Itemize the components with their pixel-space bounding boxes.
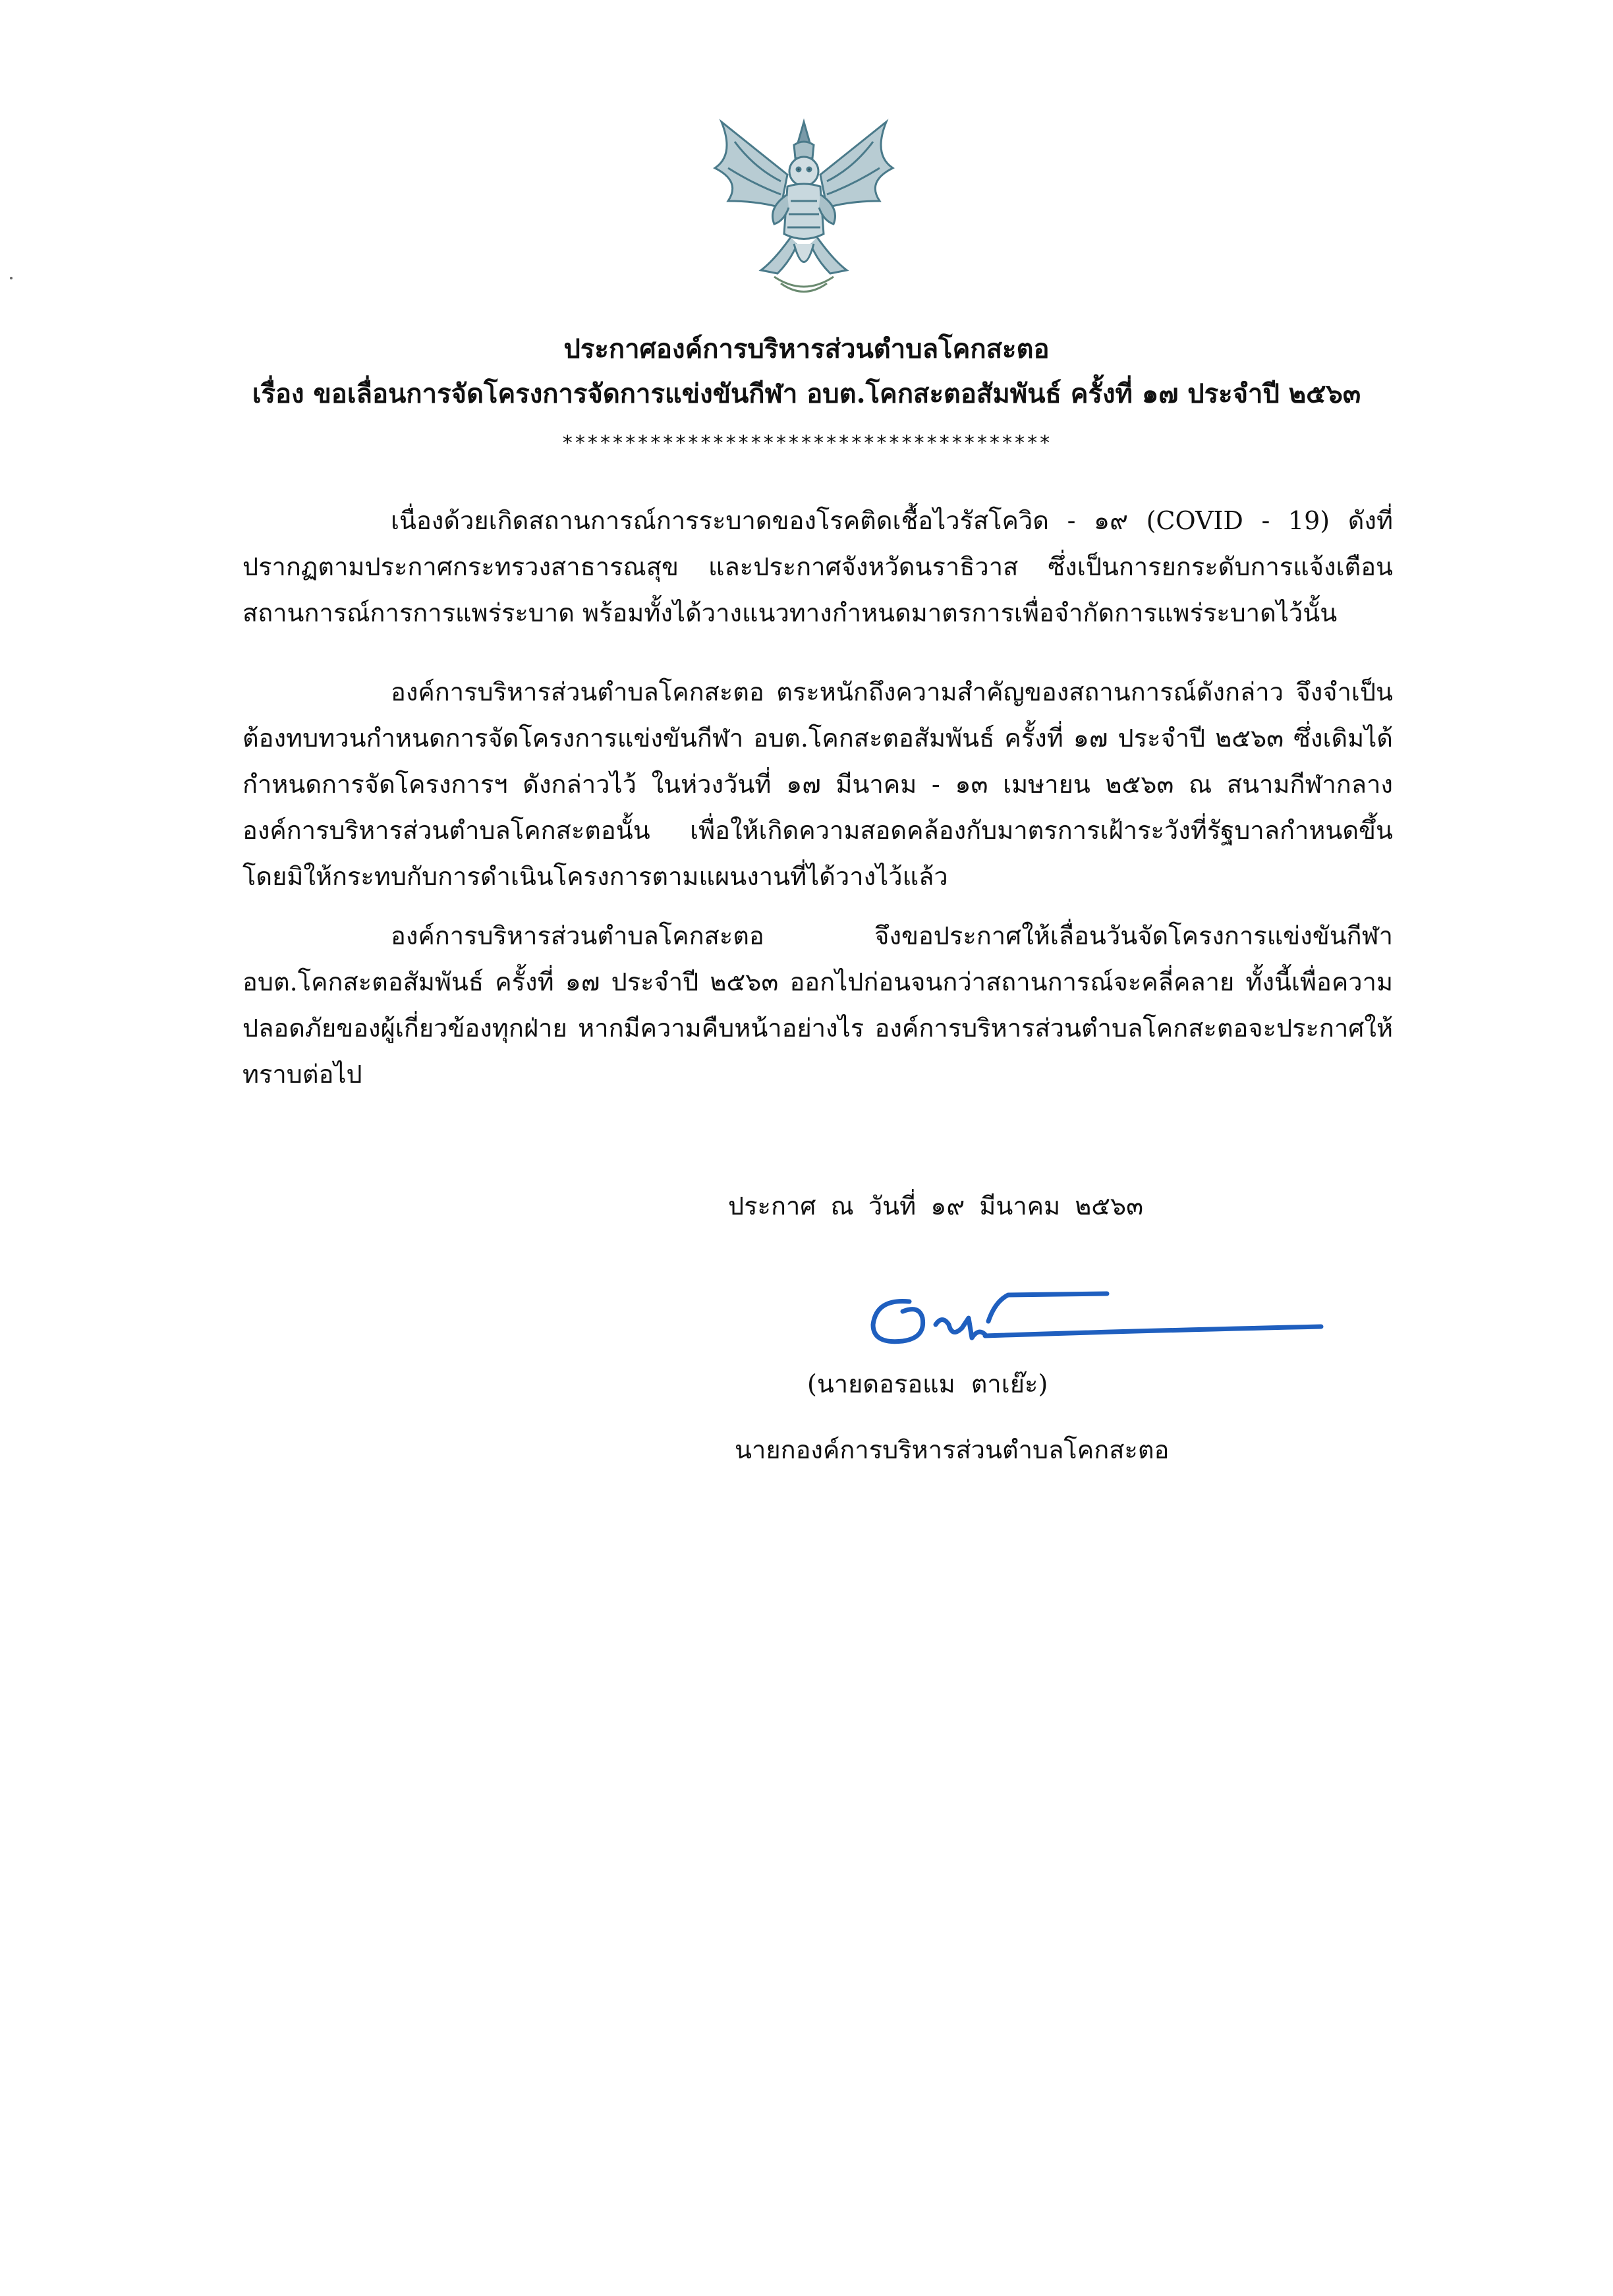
announcement-subject: เรื่อง ขอเลื่อนการจัดโครงการจัดการแข่งขันกีฬา อบต.โคกสะตอสัมพันธ์ ครั้งที่ ๑๗ ประจำปี ๒๕๖๓ <box>252 378 1361 409</box>
garuda-emblem-icon <box>695 109 913 300</box>
announcement-date: ประกาศ ณ วันที่ ๑๙ มีนาคม ๒๕๖๓ <box>728 1191 1144 1220</box>
body-paragraph: องค์การบริหารส่วนตำบลโคกสะตอ จึงขอประกาศให้เลื่อนวันจัดโครงการแข่งขันกีฬา อบต.โคกสะตอสัมพันธ์ ครั้งที่ ๑๗ ประจำปี ๒๕๖๓ ออกไปก่อนจนกว่าสถานการณ์จะคลี่คลาย ทั้งนี้เพื่อความปลอดภัยของผู้เกี่ยวข้องทุกฝ่าย หากมีความคืบหน้าอย่างไร องค์การบริหารส่วนตำบลโคกสะตอจะประกาศให้ทราบต่อไป <box>242 921 1393 1089</box>
body-paragraph: เนื่องด้วยเกิดสถานการณ์การระบาดของโรคติดเชื้อไวรัสโควิด - ๑๙ (COVID - 19) ดังที่ปรากฏตามประกาศกระทรวงสาธารณสุข และประกาศจังหวัดนราธิวาส ซึ่งเป็นการยกระดับการแจ้งเตือนสถานการณ์การการแพร่ระบาด พร้อมทั้งได้วางแนวทางกำหนดมาตรการเพื่อจำกัดการแพร่ระบาดไว้นั้น <box>242 506 1393 627</box>
body-paragraph: องค์การบริหารส่วนตำบลโคกสะตอ ตระหนักถึงความสำคัญของสถานการณ์ดังกล่าว จึงจำเป็นต้องทบทวนกำหนดการจัดโครงการแข่งขันกีฬา อบต.โคกสะตอสัมพันธ์ ครั้งที่ ๑๗ ประจำปี ๒๕๖๓ ซึ่งเดิมได้กำหนดการจัดโครงการฯ ดังกล่าวไว้ ในห่วงวันที่ ๑๗ มีนาคม - ๑๓ เมษายน ๒๕๖๓ ณ สนามกีฬากลางองค์การบริหารส่วนตำบลโคกสะตอนั้น เพื่อให้เกิดความสอดคล้องกับมาตรการเฝ้าระวังที่รัฐบาลกำหนดขึ้น โดยมิให้กระทบกับการดำเนินโครงการตามแผนงานที่ได้วางไว้แล้ว <box>242 677 1393 891</box>
announcement-title: ประกาศองค์การบริหารส่วนตำบลโคกสะตอ <box>563 333 1050 364</box>
separator-line: *************************************** <box>561 432 1052 455</box>
signer-position: นายกองค์การบริหารส่วนตำบลโคกสะตอ <box>735 1435 1170 1464</box>
scan-speck <box>10 277 13 279</box>
signature-image <box>857 1275 1331 1354</box>
signer-name: (นายดอรอแม ตาเย๊ะ) <box>807 1369 1048 1398</box>
